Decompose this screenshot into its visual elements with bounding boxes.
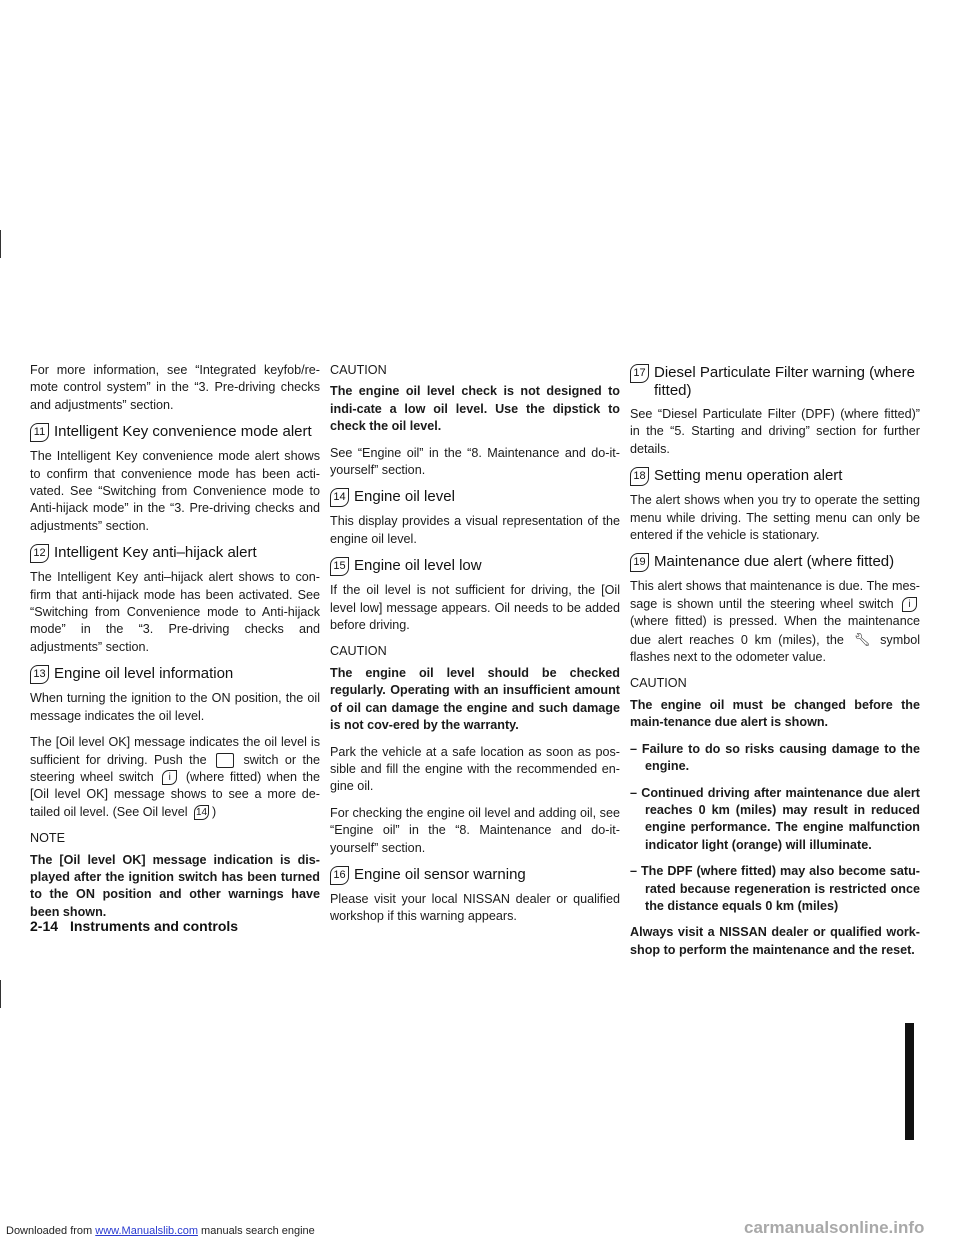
- bullet-item: – Failure to do so risks causing damage to the engine.: [630, 741, 920, 774]
- note-label: NOTE: [30, 831, 65, 846]
- text-run: This alert shows that maintenance is due. The mes-sage is shown until the steering wheel switch: [630, 579, 920, 611]
- intro-text: For more information, see “Integrated keyfob/re-mote control system” in the “3. Pre-driving checks and adjustments” section.: [30, 363, 320, 412]
- text-run: (where fitted) when the [Oil level OK] message shows to see a more de-tailed oil level. (See Oil level: [30, 769, 320, 819]
- section-heading-15: [330, 557, 620, 576]
- section-title: Diesel Particulate Filter warning (where fitted): [654, 364, 915, 399]
- section-name: Instruments and controls: [70, 918, 239, 934]
- section-number-badge: 14: [330, 488, 349, 507]
- bullet-item: – Continued driving after maintenance due alert reaches 0 km (miles) may result in reduced engine performance. The engine malfunction indicator light (orange) will illuminate.: [630, 785, 920, 852]
- section-text: If the oil level is not sufficient for driving, the [Oil level low] message appears. Oil needs to be added before driving.: [330, 583, 620, 633]
- info-switch-icon: i: [162, 770, 177, 785]
- section-text: The alert shows when you try to operate the setting menu while driving. The setting menu can only be entered if the vehicle is stationary.: [630, 493, 920, 543]
- section-title: Engine oil level low: [354, 557, 482, 575]
- section-heading-17: [630, 364, 920, 400]
- section-heading-12: [30, 544, 320, 563]
- section-number-badge: 19: [630, 553, 649, 572]
- section-text: The Intelligent Key convenience mode alert shows to confirm that convenience mode has been acti-vated. See “Switching from Convenience mode to Anti-hijack mode” in the “3. Pre-driving checks and adjustments” section.: [30, 449, 320, 533]
- section-tab-marker: [905, 1023, 914, 1140]
- section-number-badge: 15: [330, 557, 349, 576]
- section-title: Engine oil sensor warning: [354, 865, 526, 883]
- text-run: (where fitted) is pressed. When the maintenance due alert reaches 0 km (miles), the: [630, 614, 920, 647]
- section-text: When turning the ignition to the ON position, the oil message indicates the oil level.: [30, 691, 320, 723]
- download-line: [6, 1225, 315, 1237]
- section-heading-18: [630, 467, 920, 486]
- section-title: Intelligent Key anti–hijack alert: [54, 544, 257, 562]
- caution-text: The engine oil must be changed before the main-tenance due alert is shown.: [630, 697, 920, 730]
- crop-mark: [0, 230, 1, 258]
- section-heading-19: [630, 553, 920, 572]
- note-text: The [Oil level OK] message indication is dis-played after the ignition switch has been turned to the ON position and other warnings have been shown.: [30, 852, 320, 919]
- section-number-badge: 17: [630, 364, 649, 383]
- section-text: [30, 734, 320, 821]
- section-text: Please visit your local NISSAN dealer or qualified workshop if this warning appears.: [330, 891, 620, 924]
- caution-text: The engine oil level check is not designed to indi-cate a low oil level. Use the dipstick to check the oil level.: [330, 384, 620, 434]
- final-text: Always visit a NISSAN dealer or qualified work-shop to perform the maintenance and the reset.: [630, 925, 920, 957]
- text-run: ): [212, 804, 217, 819]
- column-middle: [330, 362, 620, 935]
- caution-label: CAUTION: [630, 676, 687, 691]
- download-prefix: Downloaded from: [6, 1225, 93, 1237]
- section-text: The Intelligent Key anti–hijack alert shows to con-firm that anti-hijack mode has been activated. See “Switching from Convenience mode to Anti-hijack mode” in the “3. Pre-driving checks and adjustments” section.: [30, 570, 320, 654]
- section-number-badge: 13: [30, 665, 49, 684]
- caution-label: CAUTION: [330, 363, 387, 377]
- section-title: Engine oil level: [354, 488, 455, 506]
- section-number-badge: 12: [30, 544, 49, 563]
- section-text: This display provides a visual representation of the engine oil level.: [330, 514, 620, 546]
- section-title: Maintenance due alert (where fitted): [654, 553, 895, 571]
- page-footer: [30, 918, 250, 934]
- section-title: Engine oil level information: [54, 665, 234, 683]
- section-title: Intelligent Key convenience mode alert: [54, 423, 312, 441]
- section-title: Setting menu operation alert: [654, 467, 843, 485]
- section-number-badge: 11: [30, 423, 49, 442]
- section-text: See “Diesel Particulate Filter (DPF) (where fitted)” in the “5. Starting and driving” section for further details.: [630, 407, 920, 456]
- display-switch-icon: [216, 753, 234, 768]
- section-text: [630, 578, 920, 666]
- section-number-badge: 16: [330, 866, 349, 885]
- reference-number-badge: 14: [195, 806, 208, 818]
- caution-text: The engine oil level should be checked regularly. Operating with an insufficient amount of oil can damage the engine and such damage is not cov-ered by the warranty.: [330, 665, 620, 733]
- column-left: [30, 362, 320, 930]
- see-text: See “Engine oil” in the “8. Maintenance and do-it-yourself” section.: [330, 445, 620, 478]
- info-switch-icon: i: [902, 597, 917, 612]
- text-run: The [Oil level OK] message indicates the oil level is sufficient for driving. Push the: [30, 735, 320, 767]
- manualslib-link[interactable]: www.Manualslib.com: [95, 1225, 198, 1237]
- text-run: symbol flashes next to the odometer value.: [630, 632, 921, 665]
- bullet-item: – The DPF (where fitted) may also become satu-rated because regeneration is restricted once the distance equals 0 km (miles): [630, 864, 920, 913]
- text-run: switch or the steering wheel switch: [30, 752, 321, 784]
- check-text: For checking the engine oil level and adding oil, see “Engine oil” in the “8. Maintenance and do-it-yourself” section.: [330, 805, 620, 855]
- crop-mark: [0, 980, 1, 1008]
- section-heading-11: [30, 423, 320, 442]
- wrench-icon: 🔧︎: [853, 631, 871, 647]
- watermark: carmanualsonline.info: [744, 1218, 925, 1237]
- caution-label: CAUTION: [330, 644, 387, 659]
- section-heading-13: [30, 665, 320, 684]
- section-heading-16: [330, 866, 620, 885]
- park-text: Park the vehicle at a safe location as soon as pos-sible and fill the engine with the recommended en-gine oil.: [330, 744, 620, 794]
- section-heading-14: [330, 488, 620, 507]
- section-number-badge: 18: [630, 467, 649, 486]
- page-number: 2-14: [30, 918, 59, 934]
- download-suffix: manuals search engine: [201, 1225, 315, 1237]
- column-right: [630, 362, 920, 968]
